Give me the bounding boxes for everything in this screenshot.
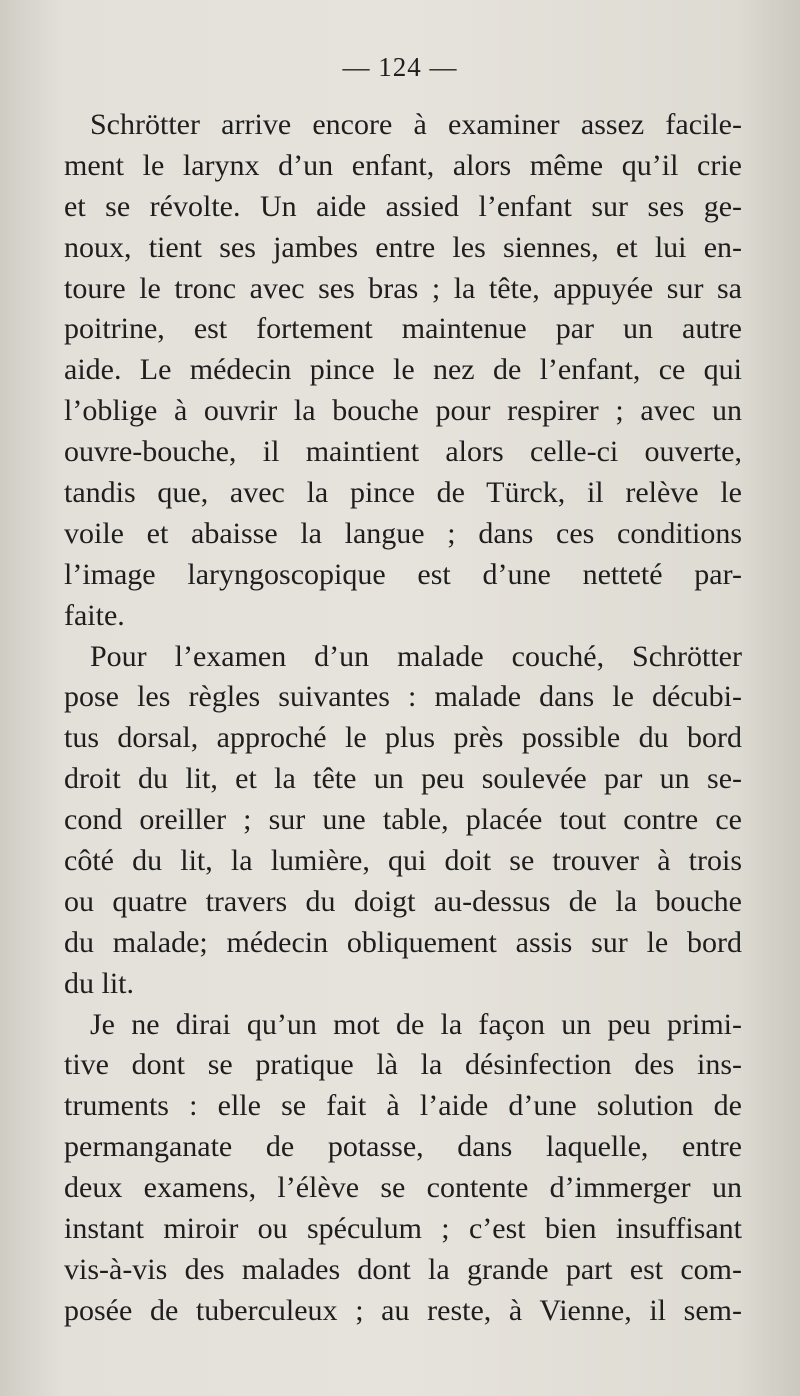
text-line: permanganate de potasse, dans laquelle, entre [64,1130,742,1164]
text-line: vis-à-vis des malades dont la grande part est com- [64,1252,742,1286]
text-line: l’oblige à ouvrir la bouche pour respirer ; avec un [64,394,742,428]
page-number: — 124 — [342,52,458,82]
text-line: cond oreiller ; sur une table, placée tout contre ce [64,803,742,837]
text-line: du lit. [64,966,135,1000]
text-line: et se révolte. Un aide assied l’enfant sur ses ge- [64,189,742,223]
text-line: voile et abaisse la langue ; dans ces conditions [64,516,742,550]
text-line: tive dont se pratique là la désinfection des ins- [64,1048,742,1082]
text-line: Je ne dirai qu’un mot de la façon un peu primi- [90,1007,742,1041]
text-line: l’image laryngoscopique est d’une netteté par- [64,557,742,591]
text-line: deux examens, l’élève se contente d’immerger un [64,1171,742,1205]
text-line: truments : elle se fait à l’aide d’une solution de [64,1089,742,1123]
text-line: tus dorsal, approché le plus près possible du bord [64,721,742,755]
text-line: Schrötter arrive encore à examiner assez facile- [90,108,742,141]
body-text [64,105,742,1332]
text-line: instant miroir ou spéculum ; c’est bien insuffisant [64,1212,742,1246]
paragraph-2 [64,637,742,1005]
text-line: tandis que, avec la pince de Türck, il relève le [64,476,742,510]
text-line: droit du lit, et la tête un peu soulevée par un se- [64,762,742,796]
text-line: poitrine, est fortement maintenue par un autre [64,312,742,346]
text-line: noux, tient ses jambes entre les siennes, et lui en- [64,230,742,264]
paragraph-3 [64,1005,742,1332]
text-line: côté du lit, la lumière, qui doit se trouver à trois [64,844,742,878]
text-line: ment le larynx d’un enfant, alors même qu’il crie [64,148,742,182]
text-line: ou quatre travers du doigt au-dessus de la bouche [64,884,742,918]
paragraph-1 [64,105,742,637]
text-line: aide. Le médecin pince le nez de l’enfant, ce qui [64,353,742,387]
text-line: ouvre-bouche, il maintient alors celle-ci ouverte, [64,435,742,469]
text-line: posée de tuberculeux ; au reste, à Vienne, il sem- [64,1293,742,1327]
text-line: pose les règles suivantes : malade dans le décubi- [64,680,742,714]
text-line: faite. [64,598,125,632]
text-line: Pour l’examen d’un malade couché, Schrötter [90,639,742,673]
text-line: du malade; médecin obliquement assis sur le bord [64,925,742,959]
text-line: toure le tronc avec ses bras ; la tête, appuyée sur sa [64,271,742,305]
